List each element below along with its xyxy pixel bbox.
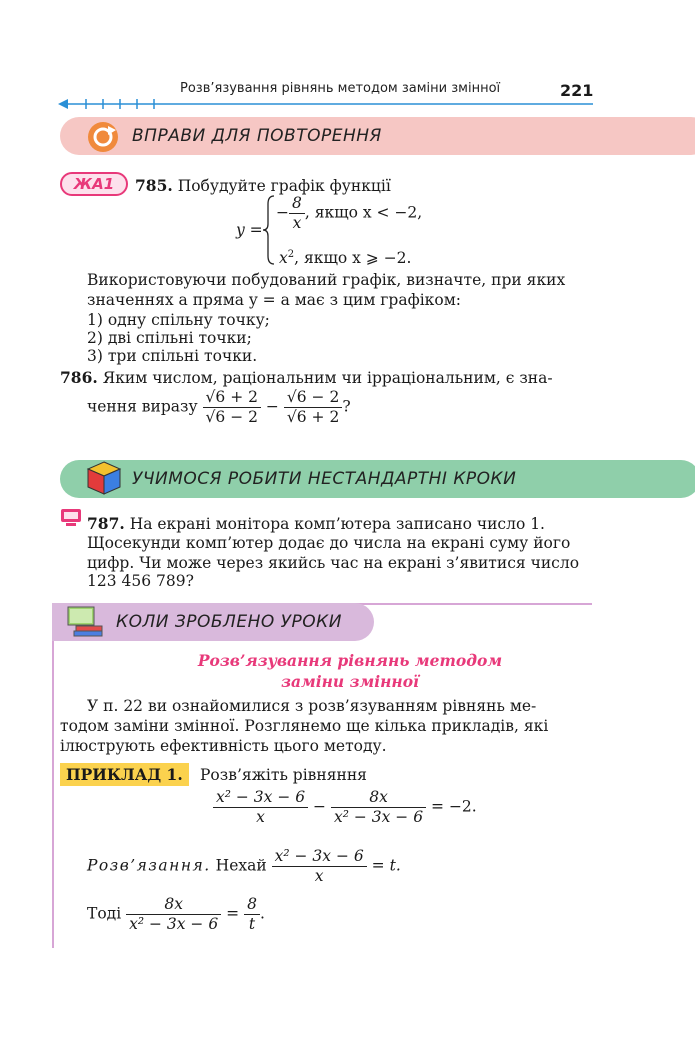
exercise-785-title: 785. Побудуйте графік функції bbox=[135, 176, 391, 195]
rubiks-cube-icon bbox=[86, 460, 122, 496]
header-rule bbox=[58, 97, 598, 111]
section-banner-review bbox=[60, 117, 695, 155]
section-title: УЧИМОСЯ РОБИТИ НЕСТАНДАРТНІ КРОКИ bbox=[132, 469, 517, 489]
page-number: 221 bbox=[560, 81, 594, 100]
intro-line1: У п. 22 ви ознайомилися з розв’язуванням рівнянь ме- bbox=[87, 697, 537, 715]
option-2: 2) дві спільні точки; bbox=[87, 329, 252, 347]
section-sidebar-rule bbox=[52, 603, 54, 948]
computer-icon bbox=[60, 508, 82, 528]
brace bbox=[262, 194, 276, 266]
example-equation: $\frac{\text{x² − 3x − 6}}{x}$ − $\frac{8x}{\text{x² − 3x − 6}}$ = −2. bbox=[213, 788, 477, 827]
refresh-icon bbox=[86, 120, 120, 154]
option-1: 1) одну спільну точку; bbox=[87, 311, 270, 329]
intro-line3: ілюструють ефективність цього методу. bbox=[60, 737, 387, 755]
then-line: Тоді $\frac{8x}{\text{x² − 3x − 6}}$ = $\frac{8}{t}$ . bbox=[87, 895, 265, 933]
piecewise-lhs: y = bbox=[236, 221, 263, 239]
piecewise-case-2: $x^2$, якщо x ⩾ −2. bbox=[279, 249, 412, 268]
exercise-786-line2: чення виразу $\frac{√6 + 2}{√6 - 2}$ − $\frac{√6 - 2}{√6 + 2}$ ? bbox=[87, 388, 351, 426]
topic-title-2: заміни змінної bbox=[281, 672, 419, 691]
piecewise-case-1: − $\frac{8}{x}$ , якщо x < −2, bbox=[276, 194, 423, 232]
example-label: ПРИКЛАД 1. bbox=[60, 763, 189, 786]
section-title: ВПРАВИ ДЛЯ ПОВТОРЕННЯ bbox=[132, 126, 382, 146]
option-3: 3) три спільні точки. bbox=[87, 347, 258, 365]
level-badge: ЖА1 bbox=[60, 172, 128, 196]
solution-line: Розв’язання. Нехай $\frac{\text{x² − 3x − 6}}{x}$ = t. bbox=[87, 847, 401, 885]
intro-line2: тодом заміни змінної. Розглянемо ще кілька прикладів, які bbox=[60, 717, 549, 735]
exercise-787-line4: 123 456 789? bbox=[87, 572, 194, 590]
exercise-785-q1: Використовуючи побудований графік, визначте, при яких bbox=[87, 271, 566, 289]
arrow-left-icon bbox=[58, 99, 68, 109]
exercise-786-line1: 786. Яким числом, раціональним чи ірраціональним, є зна- bbox=[60, 368, 553, 387]
running-header: Розв’язування рівнянь методом заміни змінної bbox=[180, 81, 501, 96]
section-title: КОЛИ ЗРОБЛЕНО УРОКИ bbox=[116, 612, 342, 632]
exercise-787-line1: 787. На екрані монітора комп’ютера записано число 1. bbox=[87, 514, 545, 533]
exercise-787-line2: Щосекунди комп’ютер додає до числа на екрані суму його bbox=[87, 534, 571, 552]
exercise-785-q2: значеннях a пряма y = a має з цим графіком: bbox=[87, 291, 461, 309]
example-text: Розв’яжіть рівняння bbox=[200, 766, 367, 784]
exercise-787-line3: цифр. Чи може через якийсь час на екрані з’явитися число bbox=[87, 554, 580, 572]
books-icon bbox=[66, 604, 106, 638]
topic-title-1: Розв’язування рівнянь методом bbox=[197, 651, 503, 670]
section-banner-nonstandard bbox=[60, 460, 695, 498]
